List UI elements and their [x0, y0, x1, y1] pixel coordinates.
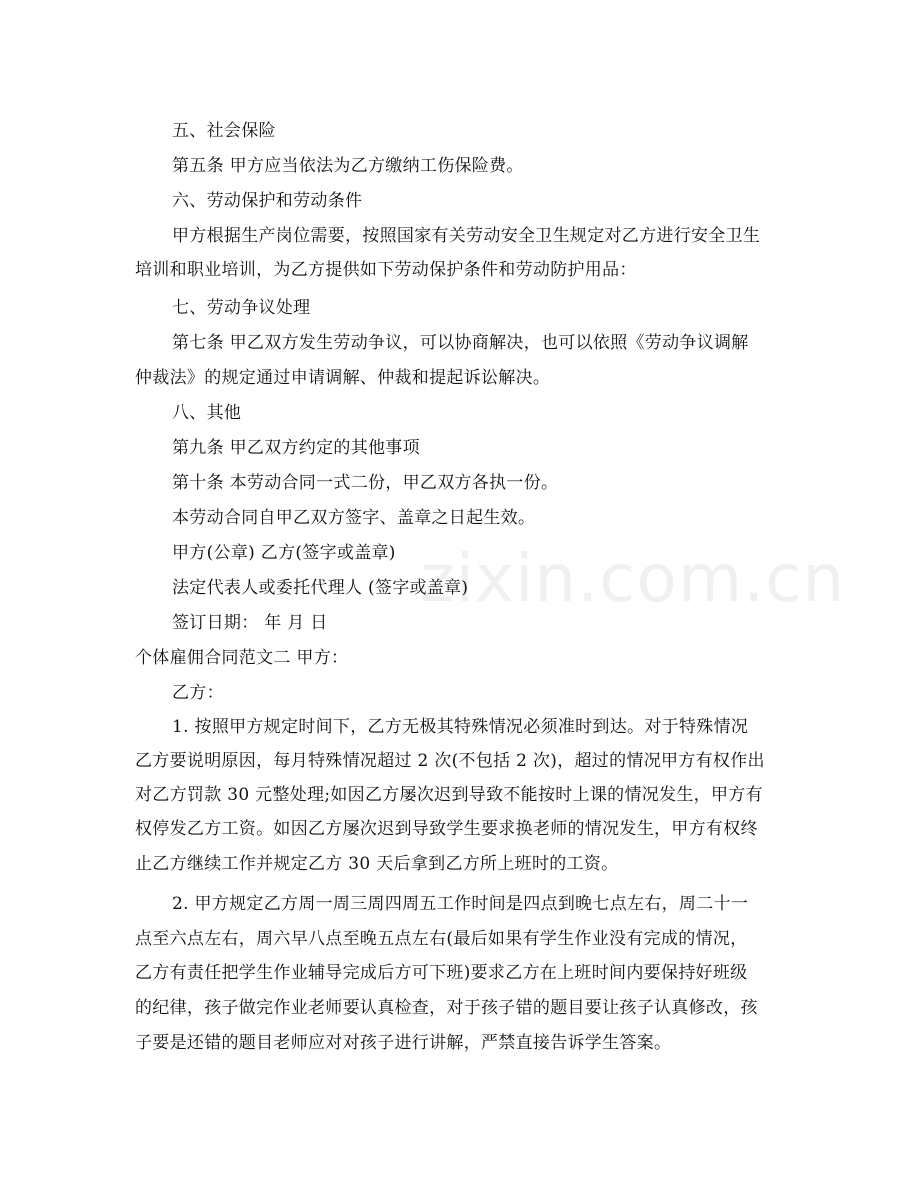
section-heading-labor-dispute: 七、劳动争议处理: [172, 298, 311, 318]
sample-two-title: 个体雇佣合同范文二 甲方：: [135, 648, 349, 668]
clause-2-line-3: 乙方有责任把学生作业辅导完成后方可下班)要求乙方在上班时间内要保持好班级: [135, 963, 748, 983]
watermark: zixin.com.cn: [420, 540, 846, 617]
clause-2-line-1: 2. 甲方规定乙方周一周三周四周五工作时间是四点到晚七点左右，周二十一: [172, 894, 749, 914]
party-b-label: 乙方：: [172, 683, 224, 703]
clause-1-line-5: 止乙方继续工作并规定乙方 30 天后拿到乙方所上班时的工资。: [135, 854, 619, 874]
clause-2-line-5: 子要是还错的题目老师应对对孩子进行讲解，严禁直接告诉学生答案。: [135, 1033, 672, 1053]
article-5: 第五条 甲方应当依法为乙方缴纳工伤保险费。: [172, 156, 524, 176]
article-9: 第九条 甲乙双方约定的其他事项: [172, 438, 420, 458]
section-heading-labor-protection: 六、劳动保护和劳动条件: [172, 191, 363, 211]
section-heading-social-insurance: 五、社会保险: [172, 121, 276, 141]
clause-2-line-4: 的纪律，孩子做完作业老师要认真检查，对于孩子错的题目要让孩子认真修改，孩: [135, 998, 758, 1018]
clause-1-line-2: 乙方要说明原因，每月特殊情况超过 2 次(不包括 2 次)，超过的情况甲方有权作出: [135, 751, 765, 771]
article-7-line-1: 第七条 甲乙双方发生劳动争议，可以协商解决，也可以依照《劳动争议调解: [172, 333, 749, 353]
effective-clause: 本劳动合同自甲乙双方签字、盖章之日起生效。: [172, 508, 536, 528]
clause-1-line-1: 1. 按照甲方规定时间下，乙方无极其特殊情况必须准时到达。对于特殊情况: [172, 717, 749, 737]
labor-protection-text-line-1: 甲方根据生产岗位需要，按照国家有关劳动安全卫生规定对乙方进行安全卫生: [172, 226, 761, 246]
article-7-line-2: 仲裁法》的规定通过申请调解、仲裁和提起诉讼解决。: [135, 368, 551, 388]
article-10: 第十条 本劳动合同一式二份，甲乙双方各执一份。: [172, 473, 559, 493]
signature-parties: 甲方(公章) 乙方(签字或盖章): [172, 543, 396, 563]
legal-representative: 法定代表人或委托代理人 (签字或盖章): [172, 578, 469, 598]
clause-1-line-4: 权停发乙方工资。如因乙方屡次迟到导致学生要求换老师的情况发生，甲方有权终: [135, 819, 758, 839]
clause-2-line-2: 点至六点左右，周六早八点至晚五点左右(最后如果有学生作业没有完成的情况，: [135, 929, 748, 949]
clause-1-line-3: 对乙方罚款 30 元整处理;如因乙方屡次迟到导致不能按时上课的情况发生，甲方有: [135, 785, 763, 805]
section-heading-other: 八、其他: [172, 403, 242, 423]
signing-date: 签订日期： 年 月 日: [172, 613, 328, 633]
labor-protection-text-line-2: 培训和职业培训，为乙方提供如下劳动保护条件和劳动防护用品：: [135, 260, 637, 280]
